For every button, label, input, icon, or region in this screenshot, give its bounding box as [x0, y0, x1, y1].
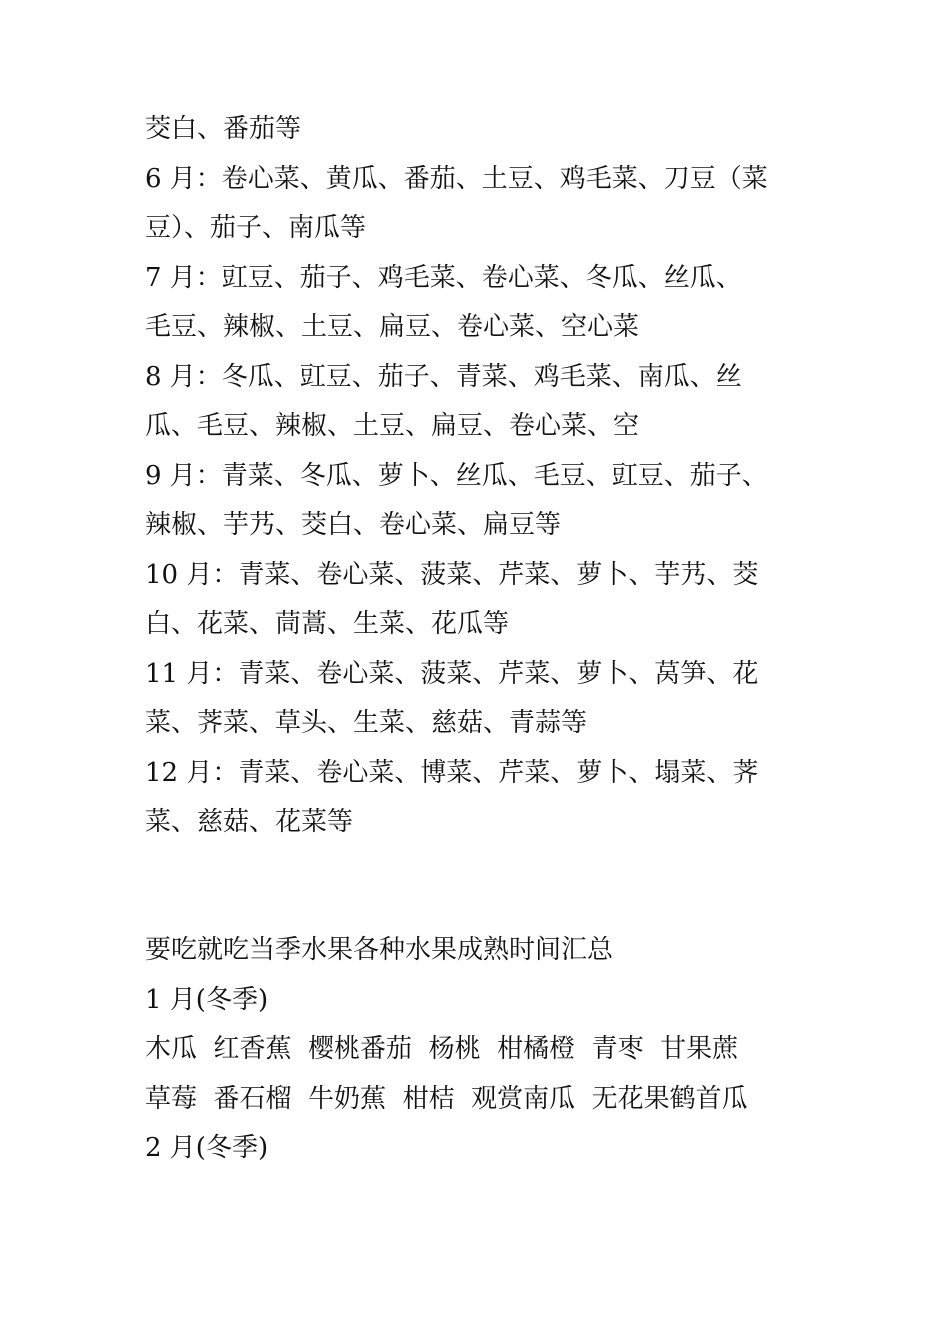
text-line: 11 月：青菜、卷心菜、菠菜、芹菜、萝卜、莴笋、花	[145, 658, 759, 689]
text-line: 茭白、番茄等	[145, 114, 302, 144]
text-line: 8 月：冬瓜、豇豆、茄子、青菜、鸡毛菜、南瓜、丝	[145, 361, 742, 392]
text-line: 菜、慈菇、花菜等	[145, 807, 354, 837]
text-line: 2 月(冬季)	[145, 1133, 269, 1163]
text-line: 辣椒、芋艿、茭白、卷心菜、扁豆等	[145, 510, 562, 540]
text-line: 木瓜 红香蕉 樱桃番茄 杨桃 柑橘橙 青枣 甘果蔗	[145, 1034, 739, 1064]
text-line: 6 月：卷心菜、黄瓜、番茄、土豆、鸡毛菜、刀豆（菜	[145, 163, 768, 194]
section-title: 要吃就吃当季水果各种水果成熟时间汇总	[145, 935, 614, 965]
text-line: 菜、荠菜、草头、生菜、慈菇、青蒜等	[145, 708, 588, 738]
text-line: 12 月：青菜、卷心菜、博菜、芹菜、萝卜、塌菜、荠	[145, 757, 759, 788]
text-line: 9 月：青菜、冬瓜、萝卜、丝瓜、毛豆、豇豆、茄子、	[145, 460, 768, 491]
text-line: 草莓 番石榴 牛奶蕉 柑桔 观赏南瓜 无花果鹤首瓜	[145, 1083, 748, 1114]
text-line: 毛豆、辣椒、土豆、扁豆、卷心菜、空心菜	[145, 312, 640, 342]
text-line: 10 月：青菜、卷心菜、菠菜、芹菜、萝卜、芋艿、茭	[145, 559, 759, 590]
vegetable-calendar	[145, 105, 815, 848]
text-line: 1 月(冬季)	[145, 984, 269, 1015]
text-line: 瓜、毛豆、辣椒、土豆、扁豆、卷心菜、空	[145, 411, 640, 441]
text-line: 白、花菜、茼蒿、生菜、花瓜等	[145, 609, 510, 639]
fruit-calendar	[145, 926, 815, 1174]
text-line: 豆）、茄子、南瓜等	[145, 213, 367, 243]
text-line: 7 月：豇豆、茄子、鸡毛菜、卷心菜、冬瓜、丝瓜、	[145, 262, 742, 293]
